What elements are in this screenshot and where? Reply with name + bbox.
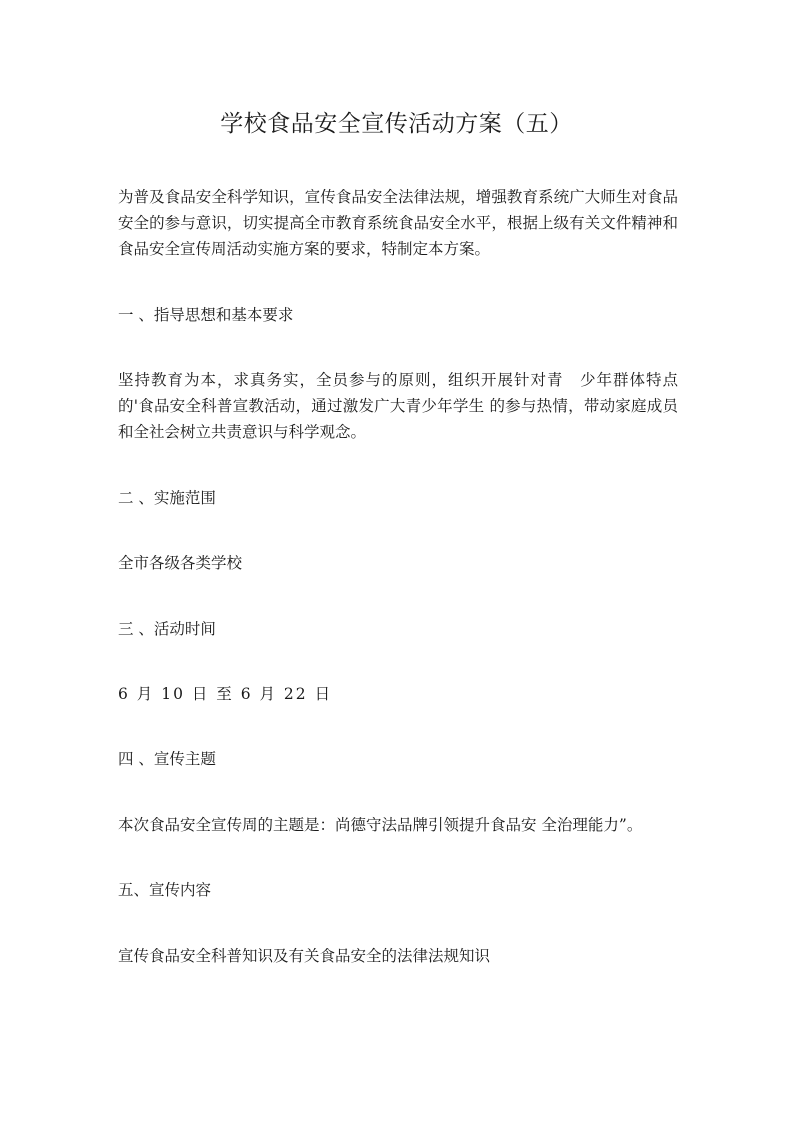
section-heading-5: 五、宣传内容: [118, 881, 212, 899]
section-content-3: 6 月 10 日 至 6 月 22 日: [118, 685, 333, 703]
section-heading-2: 二 、实施范围: [118, 489, 216, 507]
section-heading-1: 一 、指导思想和基本要求: [118, 306, 294, 324]
document-title: 学校食品安全宣传活动方案（五）: [220, 111, 573, 137]
section-content-1: 坚持教育为本，求真务实，全员参与的原则，组织开展针对青 少年群体特点的'食品安全科普宣教活动，通过激发广大青少年学生 的参与热情，带动家庭成员和全社会树立共责意识与科学观念。: [118, 371, 678, 441]
section-content-5: 宣传食品安全科普知识及有关食品安全的法律法规知识: [118, 947, 491, 965]
section-content-2: 全市各级各类学校: [118, 554, 243, 572]
intro-paragraph: 为普及食品安全科学知识，宣传食品安全法律法规，增强教育系统广大师生对食品安全的参与意识，切实提高全市教育系统食品安全水平，根据上级有关文件精神和食品安全宣传周活动实施方案的要求，特制定本方案。: [118, 188, 678, 258]
section-content-4: 本次食品安全宣传周的主题是：尚德守法品牌引领提升食品安 全治理能力”。: [118, 816, 643, 834]
section-heading-4: 四 、宣传主题: [118, 750, 216, 768]
section-heading-3: 三 、活动时间: [118, 620, 216, 638]
